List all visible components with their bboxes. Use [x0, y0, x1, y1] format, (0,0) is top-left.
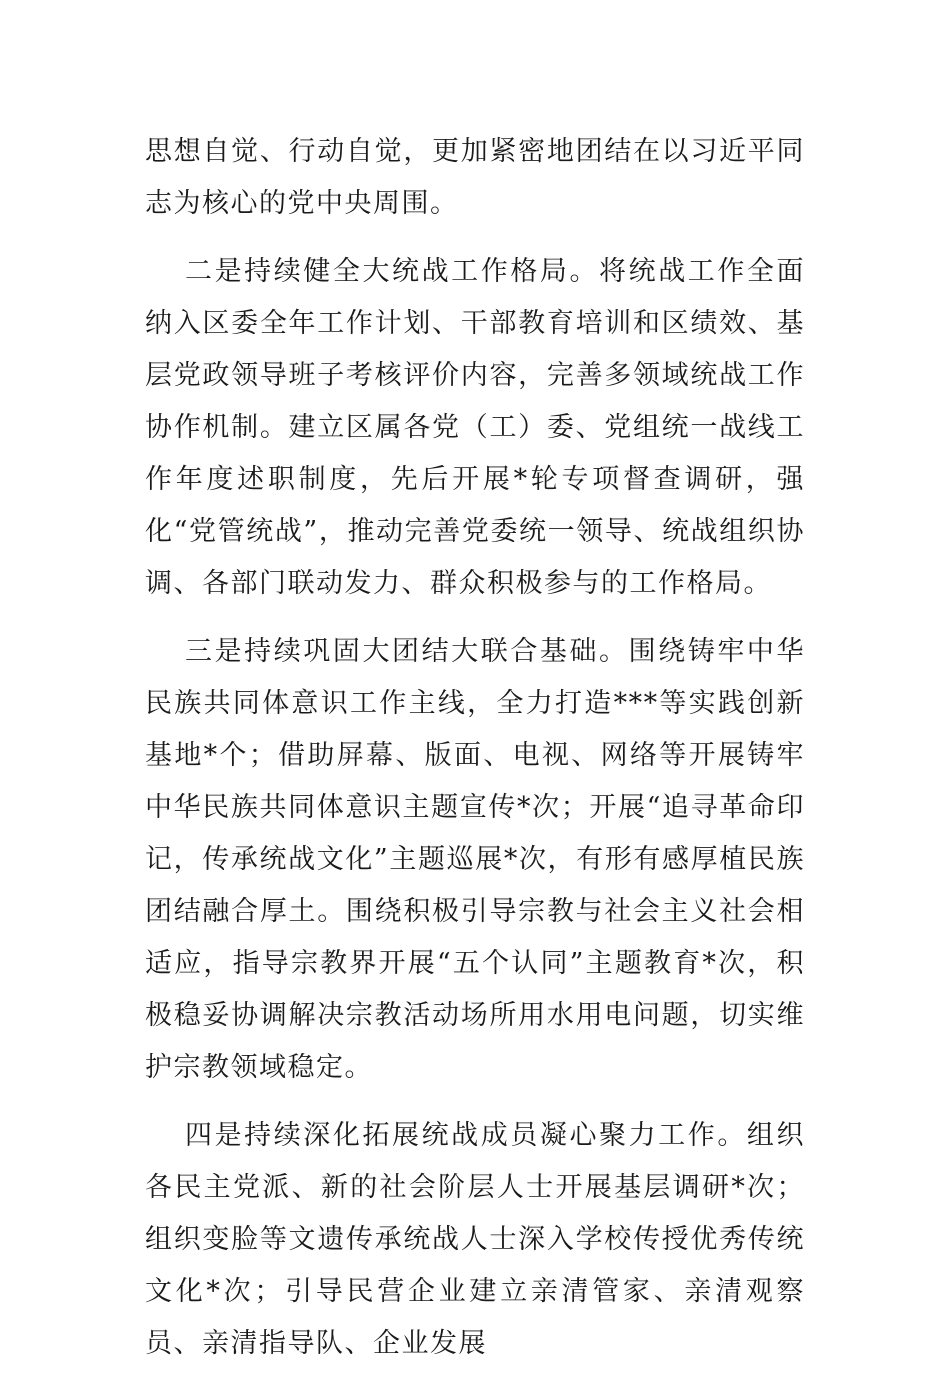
paragraph-continuation: 思想自觉、行动自觉，更加紧密地团结在以习近平同志为核心的党中央周围。	[145, 136, 805, 219]
paragraph-item-three: 三是持续巩固大团结大联合基础。围绕铸牢中华民族共同体意识工作主线，全力打造***等实践创新基地*个；借助屏幕、版面、电视、网络等开展铸牢中华民族共同体意识主题宣传*次；开展“追寻革命印记，传承统战文化”主题巡展*次，有形有感厚植民族团结融合厚土。围绕积极引导宗教与社会主义社会相适应，指导宗教界开展“五个认同”主题教育*次，积极稳妥协调解决宗教活动场所用水用电问题，切实维护宗教领域稳定。	[145, 636, 805, 1083]
paragraph-item-two: 二是持续健全大统战工作格局。将统战工作全面纳入区委全年工作计划、干部教育培训和区绩效、基层党政领导班子考核评价内容，完善多领域统战工作协作机制。建立区属各党（工）委、党组统一战线工作年度述职制度，先后开展*轮专项督查调研，强化“党管统战”，推动完善党委统一领导、统战组织协调、各部门联动发力、群众积极参与的工作格局。	[145, 256, 805, 599]
document-body	[145, 126, 805, 1386]
paragraph-item-four: 四是持续深化拓展统战成员凝心聚力工作。组织各民主党派、新的社会阶层人士开展基层调研*次；组织变脸等文遗传承统战人士深入学校传授优秀传统文化*次；引导民营企业建立亲清管家、亲清观察员、亲清指导队、企业发展	[145, 1120, 805, 1359]
